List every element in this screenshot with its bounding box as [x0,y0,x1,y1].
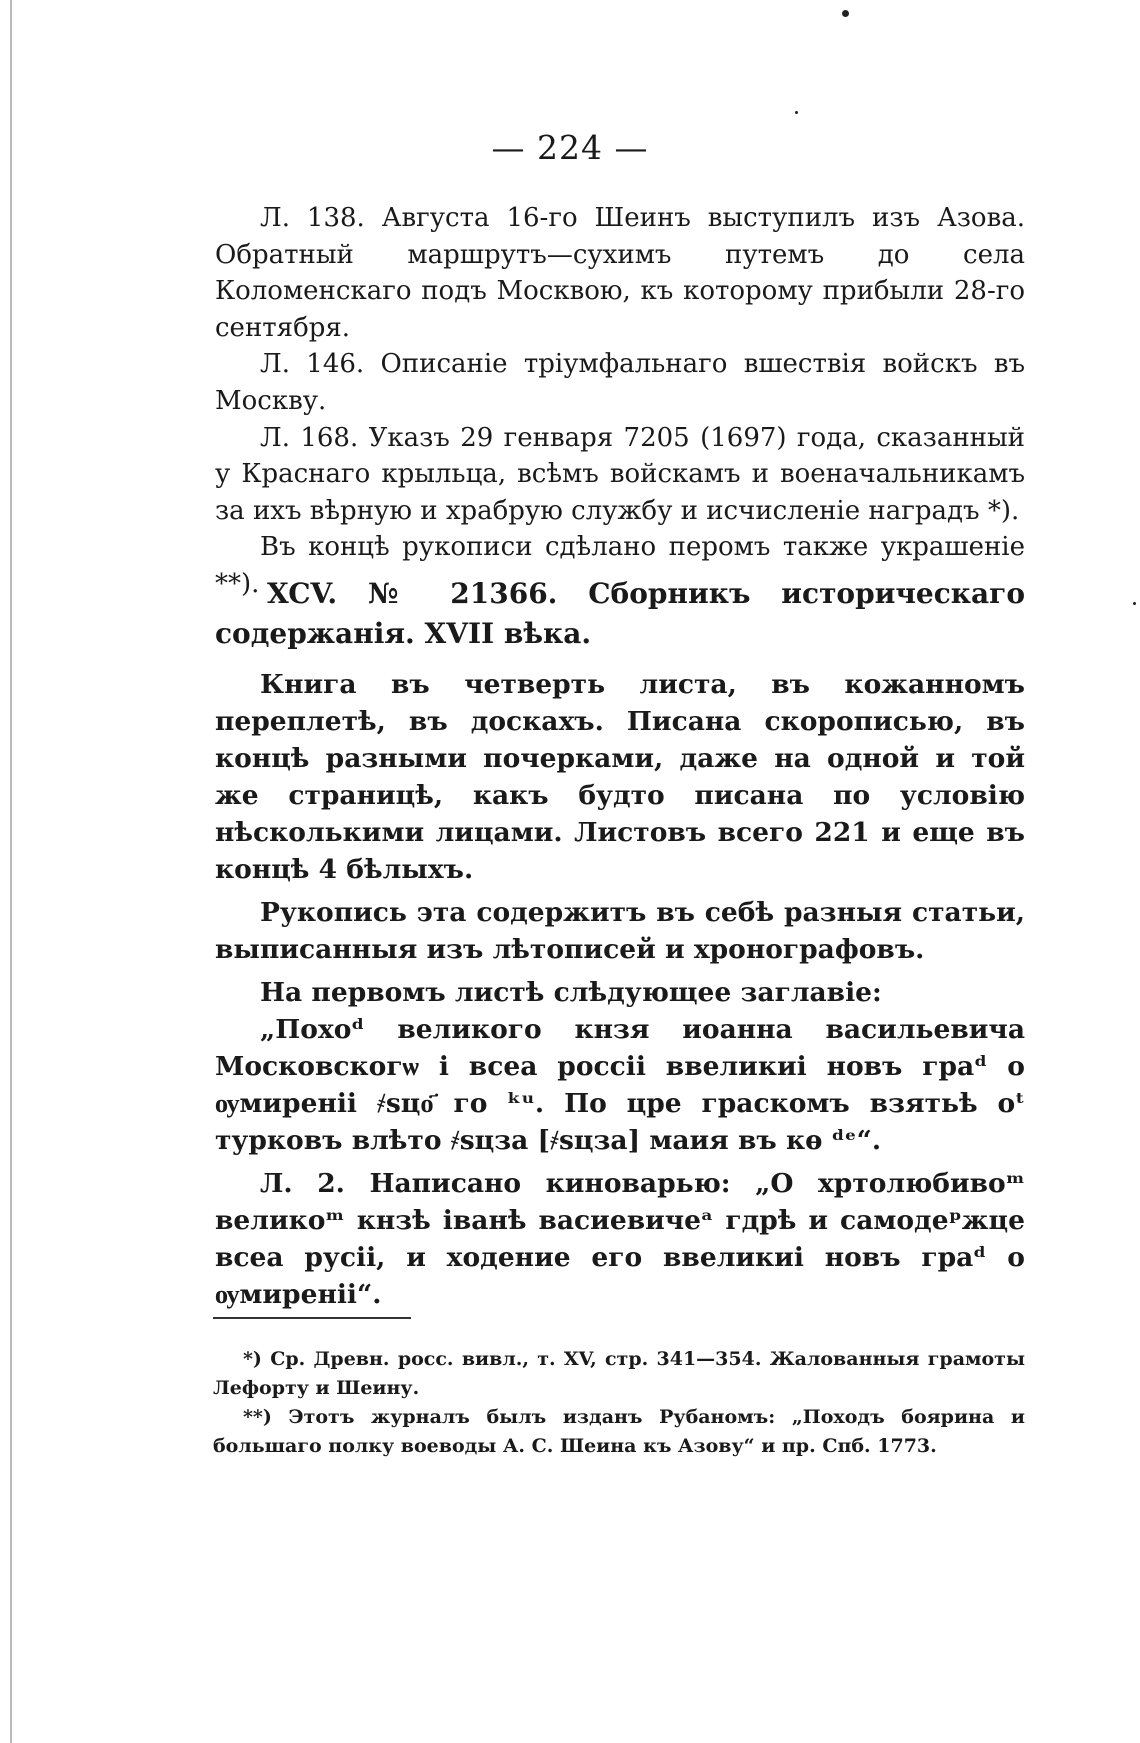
manuscript-description [215,666,1025,1319]
print-speck [1133,602,1136,605]
print-speck [842,10,849,17]
entry-paragraph: Л. 138. Августа 16-го Шеинъ выступилъ изъ Азова. Обратный маршрутъ—сухимъ путемъ до села Коломенскаго подъ Москвою, къ которому прибыли 28-го сентября. [215,203,1025,343]
page-number: — 224 — [491,128,649,167]
section-heading: XCV. № 21366. Сборникъ историческаго содержанія. XVII вѣка. [215,577,1025,650]
description-paragraph: На первомъ листѣ слѣдующее заглавіе: [260,977,882,1008]
entry-paragraph: Въ концѣ рукописи сдѣлано перомъ также украшеніе **). [215,532,1025,599]
footnotes [213,1345,1025,1461]
description-paragraph: Рукопись эта содержитъ въ себѣ разныя статьи, выписанныя изъ лѣтописей и хронографовъ. [215,897,1025,965]
page-edge-line [10,0,12,1743]
description-paragraph: Книга въ четверть листа, въ кожанномъ переплетѣ, въ доскахъ. Писана скорописью, въ концѣ разными почерками, даже на одной и той же страницѣ, какъ будто писана по условію нѣсколькими лицами. Листовъ всего 221 и еще въ концѣ 4 бѣлыхъ. [215,669,1025,885]
footnote: **) Этотъ журналъ былъ изданъ Рубаномъ: „Походъ боярина и большаго полку воеводы А. С. Шеина къ Азову“ и пр. Спб. 1773. [213,1406,1025,1457]
footnote-divider [213,1317,411,1319]
title-quotation: „Похоᵈ великого кнзя иоанна васильевича Московскогѡ і всеа россіі ввеликиі новъ граᵈ о ѹмиреніі ҂sцо҃ го ᵏᵘ. По цре граскомъ взятьѣ оᵗ турковъ влѣто ҂sцза [҂sцза] маия въ кѳ ᵈᵉ“. [215,1014,1025,1156]
manuscript-entries [215,200,1025,603]
entry-paragraph: Л. 146. Описаніе тріумфальнаго вшествія войскъ въ Москву. [215,349,1025,416]
print-speck [795,111,798,114]
description-paragraph: Л. 2. Написано киноварью: „О хртолюбивоᵐ великоᵐ кнзѣ іванѣ васиевичеᵃ гдрѣ и самодеᵖжце всеа русіі, и ходение его ввеликиі новъ граᵈ о ѹмиреніі“. [215,1168,1025,1310]
footnote: *) Ср. Древн. росс. вивл., т. XV, стр. 341—354. Жалованныя грамоты Лефорту и Шеину. [213,1348,1025,1399]
entry-paragraph: Л. 168. Указъ 29 генваря 7205 (1697) года, сказанный у Краснаго крыльца, всѣмъ войскамъ и военачальникамъ за ихъ вѣрную и храбрую службу и исчисленіе наградъ *). [215,422,1025,526]
